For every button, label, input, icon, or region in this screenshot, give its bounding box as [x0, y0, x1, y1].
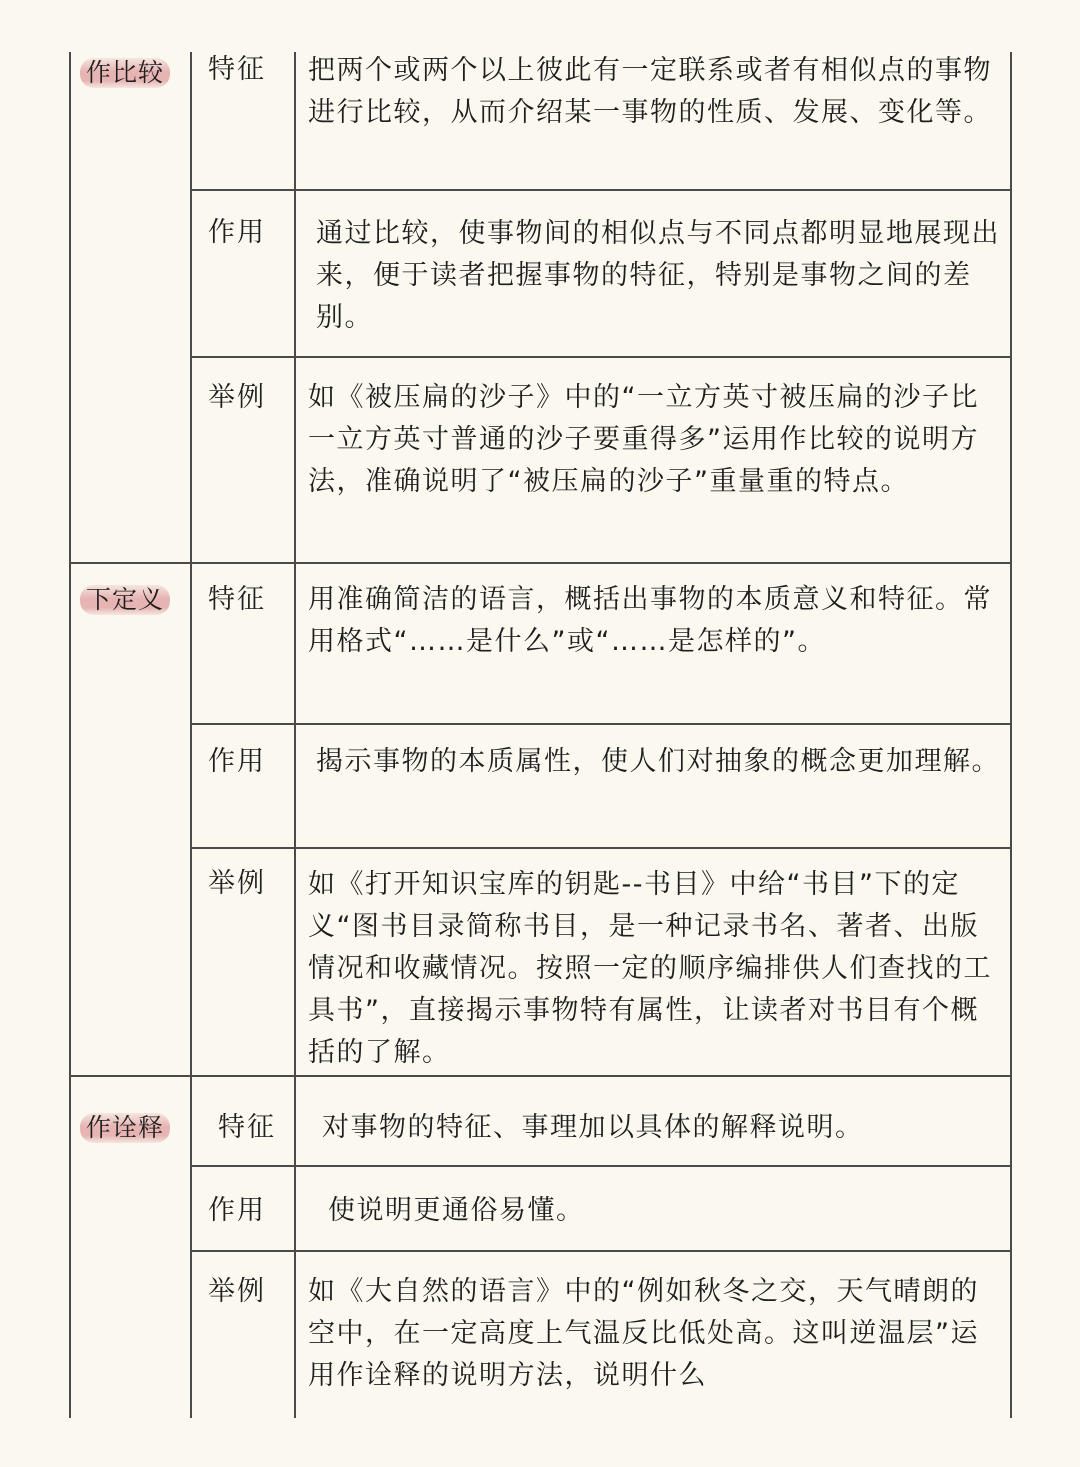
- row-label-function: 作用: [208, 1195, 266, 1226]
- row-text-function: 通过比较，使事物间的相似点与不同点都明显地展现出来，便于读者把握事物的特征，特别是事物之间的差别。: [316, 218, 1000, 333]
- row-text-example: 如《大自然的语言》中的“例如秋冬之交，天气晴朗的空中，在一定高度上气温反比低处高。这叫逆温层”运用作诠释的说明方法，说明什么: [308, 1276, 979, 1391]
- row-label-feature: 特征: [208, 584, 266, 615]
- row-divider: [190, 1165, 1012, 1167]
- row-label-function: 作用: [208, 217, 266, 248]
- method-label-definition: 下定义: [80, 585, 170, 615]
- row-divider: [190, 723, 1012, 725]
- table-border-left: [69, 52, 71, 1418]
- row-divider: [190, 189, 1012, 191]
- row-text-example: 如《打开知识宝库的钥匙--书目》中给“书目”下的定义“图书目录简称书目，是一种记录书名、著者、出版情况和收藏情况。按照一定的顺序编排供人们查找的工具书”，直接揭示事物特有属性，让读者对书目有个概括的了解。: [308, 869, 992, 1068]
- row-label-example: 举例: [208, 1276, 266, 1307]
- table-border-label: [294, 52, 296, 1418]
- row-label-function: 作用: [208, 746, 266, 777]
- row-text-function: 使说明更通俗易懂。: [328, 1195, 585, 1226]
- row-label-example: 举例: [208, 382, 266, 413]
- row-label-feature: 特征: [218, 1112, 276, 1143]
- row-divider: [190, 1250, 1012, 1252]
- row-text-feature: 用准确简洁的语言，概括出事物的本质意义和特征。常用格式“……是什么”或“……是怎样的”。: [308, 584, 992, 657]
- row-text-feature: 把两个或两个以上彼此有一定联系或者有相似点的事物进行比较，从而介绍某一事物的性质、发展、变化等。: [308, 55, 992, 128]
- section-divider: [69, 562, 1012, 564]
- row-text-feature: 对事物的特征、事理加以具体的解释说明。: [322, 1112, 864, 1143]
- row-label-example: 举例: [208, 868, 266, 899]
- table-border-method: [190, 52, 192, 1418]
- row-label-feature: 特征: [208, 54, 266, 85]
- row-divider: [190, 356, 1012, 358]
- table-border-right: [1010, 52, 1012, 1418]
- row-text-function: 揭示事物的本质属性，使人们对抽象的概念更加理解。: [316, 746, 1000, 777]
- row-divider: [190, 847, 1012, 849]
- section-divider: [69, 1075, 1012, 1077]
- method-label-comparison: 作比较: [80, 58, 170, 88]
- method-label-explanation: 作诠释: [80, 1113, 170, 1143]
- row-text-example: 如《被压扁的沙子》中的“一立方英寸被压扁的沙子比一立方英寸普通的沙子要重得多”运用作比较的说明方法，准确说明了“被压扁的沙子”重量重的特点。: [308, 382, 979, 497]
